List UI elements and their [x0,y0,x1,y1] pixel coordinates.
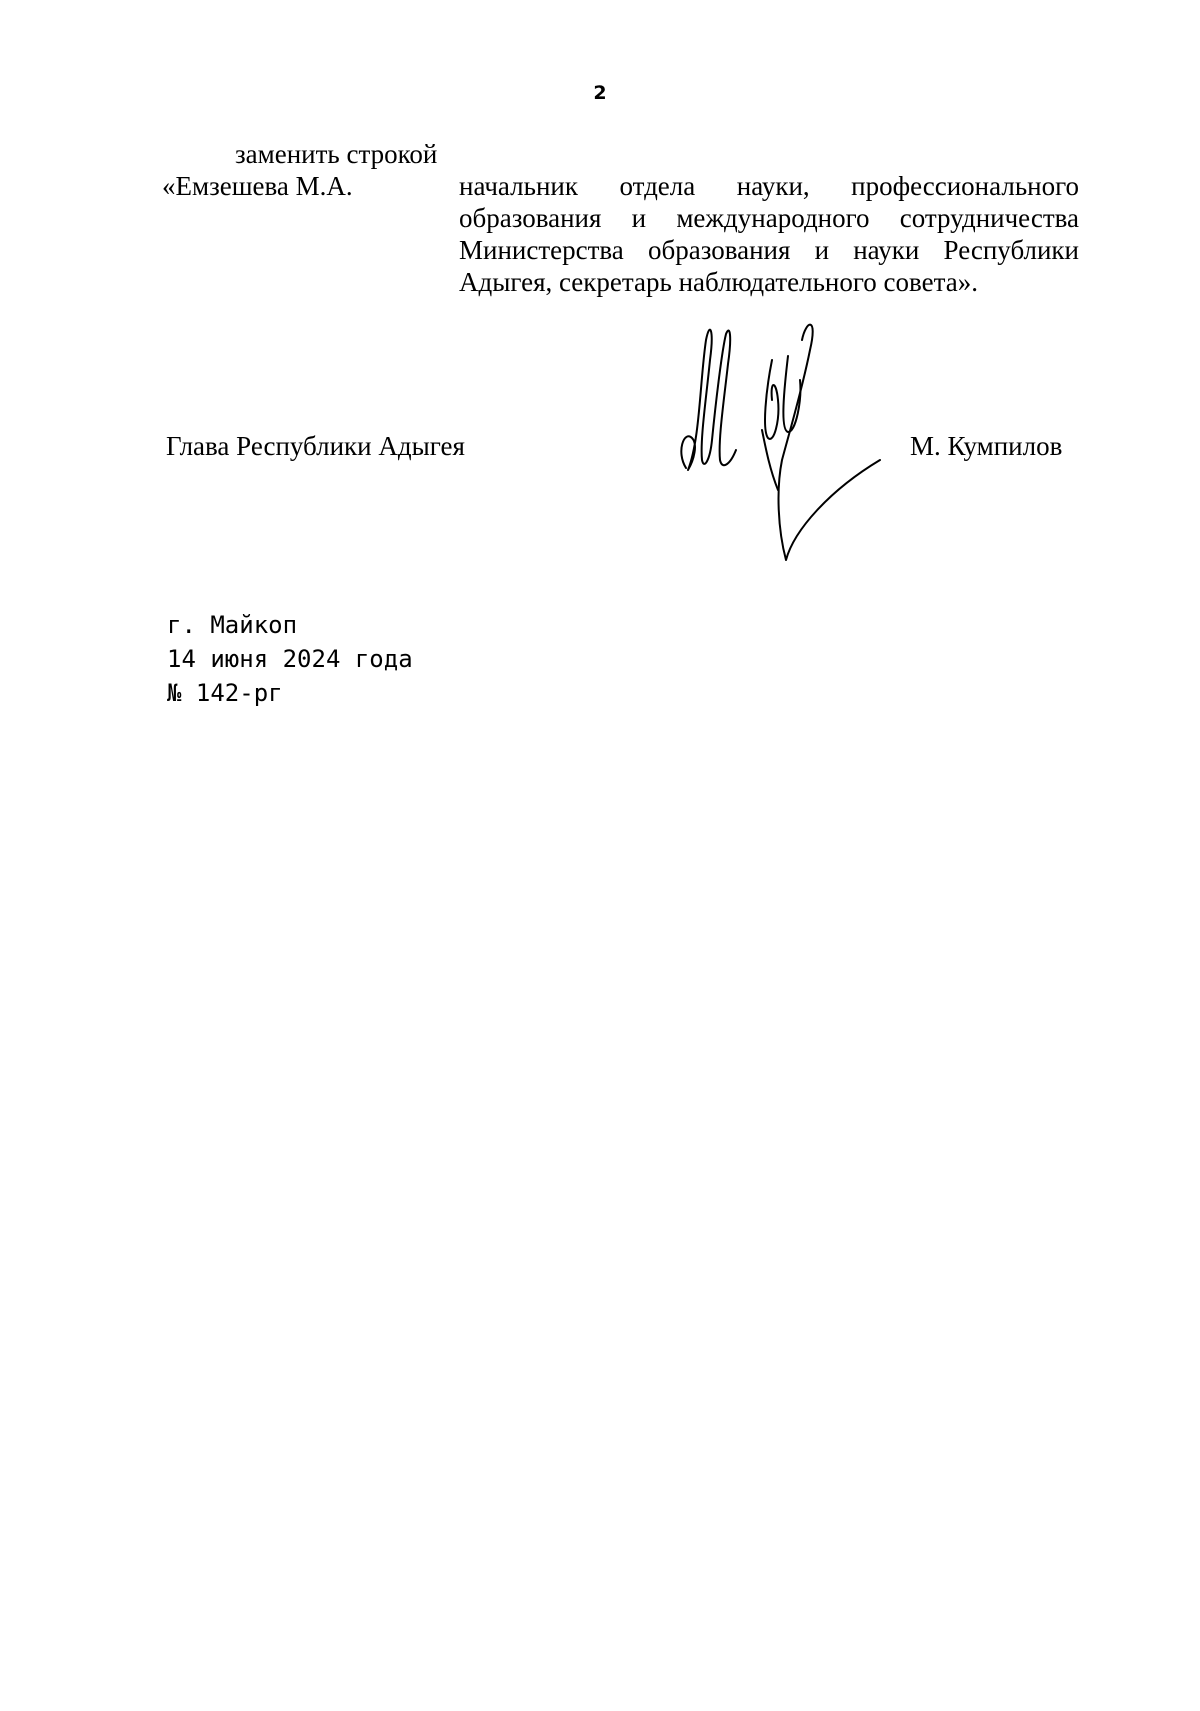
signatory-name: М. Кумпилов [910,431,1063,461]
signatory-title: Глава Республики Адыгея [166,431,465,461]
member-name: «Емзешева М.А. [162,171,353,201]
handwritten-signature [670,320,900,570]
place: г. Майкоп [167,611,298,639]
page-number: 2 [593,82,607,104]
replace-instruction: заменить строкой [235,139,438,169]
member-description: начальник отдела науки, профессионального образования и международного сотрудничества Министерства образования и науки Республики Адыгея, секретарь наблюдательного совета». [459,171,1079,297]
document-number: № 142-рг [167,679,283,707]
date: 14 июня 2024 года [167,645,413,673]
